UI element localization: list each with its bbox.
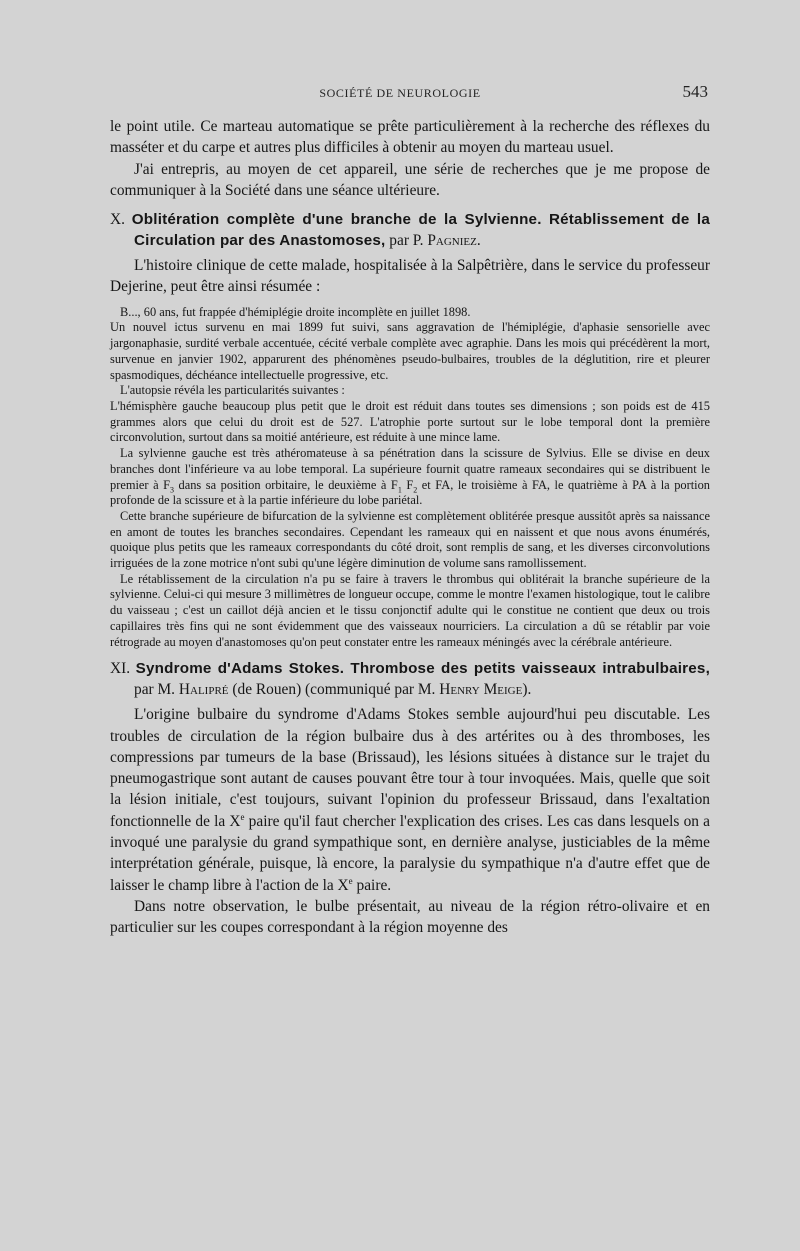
page-number: 543: [682, 82, 708, 101]
section-author: Halipré: [178, 681, 229, 699]
section-number: X.: [110, 211, 125, 229]
section-communicator: Henry Meige: [439, 681, 523, 699]
paragraph-continuation: le point utile. Ce marteau automatique se prête particulièrement à la recherche des réflexes du masséter et du carpe et autres plus difficiles à obtenir au moyen du marteau usuel.: [110, 118, 710, 157]
section-author: Pagniez.: [427, 232, 481, 250]
case-paragraph: Cette branche supérieure de bifurcation de la sylvienne est complètement oblitérée presque aussitôt après sa naissance en amont de toutes les branches secondaires. Cependant les rameaux qui en naissent et que nous avons énumérés, quoique plus petits que les rameaux correspondants du côté droit, sont remplis de sang, et les diverses circonvolutions irriguées de la zone motrice n'ont subi qu'une légère diminution de volume sans ramollissement.: [110, 508, 710, 571]
section-byline: par M.: [134, 681, 176, 699]
case-paragraph: B..., 60 ans, fut frappée d'hémiplégie droite incomplète en juillet 1898.: [120, 304, 471, 319]
paragraph: L'histoire clinique de cette malade, hospitalisée à la Salpêtrière, dans le service du professeur Dejerine, peut être ainsi résumée :: [110, 257, 710, 296]
case-summary: [110, 305, 710, 650]
case-paragraph: L'hémisphère gauche beaucoup plus petit que le droit est réduit dans toutes ses dimensions ; son poids est de 415 grammes alors que celui du droit est de 527. L'atrophie porte surtout sur le lobe temporal dont la première circonvolution, surtout dans sa moitié antérieure, est réduite à une mince lame.: [110, 399, 710, 445]
section-title: Syndrome d'Adams Stokes. Thrombose des petits vaisseaux intrabulbaires,: [135, 660, 710, 678]
section-place: (de Rouen) (communiqué par M.: [232, 681, 436, 699]
section-heading-xi: XI. Syndrome d'Adams Stokes. Thrombose des petits vaisseaux intrabulbaires, par M. Halipré (de Rouen) (communiqué par M. Henry Meige).: [110, 660, 710, 699]
case-paragraph: Le rétablissement de la circulation n'a pu se faire à travers le thrombus qui oblitérait la branche supérieure de la sylvienne. Celui-ci qui mesure 3 millimètres de longueur occupe, comme le montre l'examen histologique, tout le calibre du vaisseau ; c'est un caillot déjà ancien et le tissu conjonctif adulte qui le constitue ne contient que deux ou trois capillaires très fins qui ne sont évidemment que des vaisseaux nourriciers. La circulation a dû se rétablir par voie rétrograde au moyen d'anastomoses qu'on peut constater entre les rameaux méningés avec la cérébrale antérieure.: [110, 571, 710, 649]
running-header: SOCIÉTÉ DE NEUROLOGIE: [319, 86, 481, 100]
case-paragraph: L'autopsie révéla les particularités suivantes :: [120, 383, 345, 398]
paragraph: L'origine bulbaire du syndrome d'Adams Stokes semble aujourd'hui peu discutable. Les troubles de circulation de la région bulbaire dus à des artérites ou à des thromboses, les compressions par tumeurs de la base (Brissaud), les lésions situées à distance sur le trajet du pneumogastrique sont autant de causes pouvant être tour à tour invoquées. Mais, quelle que soit la lésion initiale, c'est toujours, suivant l'opinion du professeur Brissaud, dans l'exaltation fonctionnelle de la Xe paire qu'il faut chercher l'explication des crises. Les cas dans lesquels on a invoqué une paralysie du grand sympathique sont, en dernière analyse, justiciables de la même interprétation générale, puisque, là encore, la paralysie du sympathique n'a d'autre effet que de laisser le champ libre à l'action de la Xe paire.: [110, 706, 710, 894]
text-column: [110, 116, 710, 939]
paragraph: Dans notre observation, le bulbe présentait, au niveau de la région rétro-olivaire et en particulier sur les coupes correspondant à la région moyenne des: [110, 897, 710, 937]
section-heading-x: [110, 209, 710, 251]
case-paragraph: La sylvienne gauche est très athéromateuse à sa pénétration dans la scissure de Sylvius. Elle se divise en deux branches dont l'inférieure va au lobe temporal. La supérieure fournit quatre rameaux secondaires qui se distribuent le premier à $F_3$ dans sa position orbitaire, le deuxième à $F_1$ $F_2$ et FA, le troisième à FA, le quatrième à PA à la portion profonde de la scissure et à la partie inférieure du lobe pariétal.: [110, 446, 710, 508]
section-byline: par P.: [389, 232, 424, 250]
section-title: Oblitération complète d'une branche de la Sylvienne. Rétablissement de la Circulation par des Anastomoses,: [131, 211, 710, 250]
section-number: XI.: [110, 660, 131, 678]
case-paragraph: Un nouvel ictus survenu en mai 1899 fut suivi, sans aggravation de l'hémiplégie, d'aphasie sensorielle avec jargonaphasie, surdité verbale accentuée, cécité verbale complète avec agraphie. Dans les mois qui précédèrent la mort, survenue en janvier 1902, apparurent des phénomènes pseudo-bulbaires, troubles de la déglutition, rire et pleurer spasmodiques, déchéance intellectuelle progressive, etc.: [110, 320, 710, 382]
paragraph: J'ai entrepris, au moyen de cet appareil, une série de recherches que je me propose de communiquer à la Société dans une séance ultérieure.: [110, 160, 710, 199]
